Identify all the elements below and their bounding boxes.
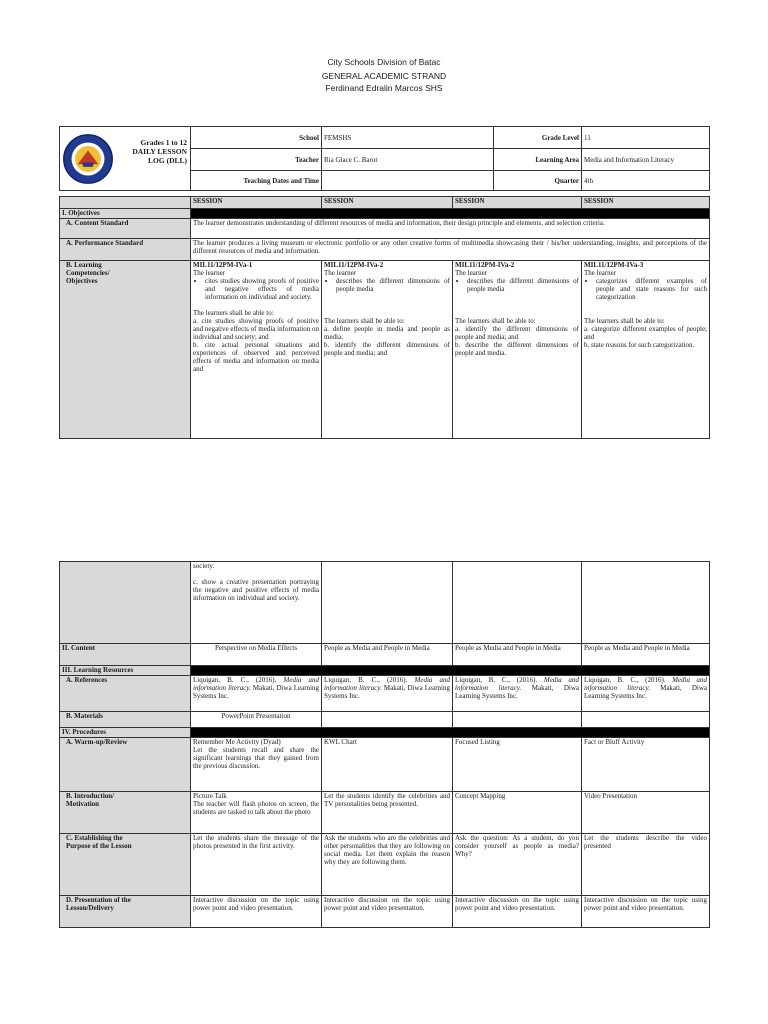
warmup-label: A. Warm-up/Review [60, 738, 191, 792]
references-label: A. References [60, 676, 191, 712]
continuation-empty-4 [582, 562, 710, 644]
competency-bullet: • categorizes different examples of people and state reasons for such categorization [596, 277, 707, 301]
quarter-label: Quarter [494, 171, 582, 191]
objectives-table [59, 196, 710, 439]
introduction-label: B. Introduction/ Motivation [60, 792, 191, 834]
header-strand: GENERAL ACADEMIC STRAND [321, 71, 447, 81]
presentation-cell: Interactive discussion on the topic using power point and video presentation. [191, 896, 322, 928]
session-header-blank [60, 197, 191, 209]
dll-title: Grades 1 to 12 DAILY LESSON LOG (DLL) [132, 138, 187, 165]
materials-value: PowerPoint Presentation [191, 712, 322, 728]
content-standard-text: The learner demonstrates understanding of different resources of media and information, their design principle and elements, and selection criteria. [191, 219, 710, 239]
section-bar [191, 666, 710, 676]
purpose-cell: Let the students describe the video presented [582, 834, 710, 896]
competency-cell-1 [191, 261, 322, 439]
competency-bullet: • cites studies showing proofs of positive and negative effects of media information on individual and society. [205, 277, 319, 301]
reference-author: Liquigan, B. C., (2016). [324, 676, 415, 684]
teaching-dates-value [322, 171, 494, 191]
competency-intro: The learner [324, 269, 357, 277]
learners-intro: The learners shall be able to: [193, 309, 274, 317]
competency-bullet: • describes the different dimensions of people media [336, 277, 450, 293]
continuation-label [60, 562, 191, 644]
competency-cell-4 [582, 261, 710, 439]
resources-heading: III. Learning Resources [60, 666, 191, 676]
materials-empty-3 [453, 712, 582, 728]
dll-table-page1 [59, 126, 710, 191]
purpose-label: C. Establishing the Purpose of the Lesson [60, 834, 191, 896]
purpose-cell: Ask the students who are the celebrities and other personalities that they are following on social media. Let them explain the reason why they are following them. [322, 834, 453, 896]
reference-title: Media and information literacy. [324, 676, 450, 692]
section-bar [191, 728, 710, 738]
introduction-cell: Video Presentation [582, 792, 710, 834]
materials-label: B. Materials [60, 712, 191, 728]
content-standard-label: A. Content Standard [60, 219, 191, 239]
warmup-cell: Remember Me Activity (Dyad) Let the students recall and share the significant learnings that they gained from the previous discussion. [191, 738, 322, 792]
competency-code: MIL11/12PM-IVa-1 [193, 261, 253, 269]
session-header-4: SESSION [582, 197, 710, 209]
reference-title: Media and information literacy. [584, 676, 707, 692]
school-label: School [191, 127, 322, 149]
reference-author: Liquigan, B. C., (2016). [584, 676, 673, 684]
introduction-cell: Picture Talk The teacher will flash photos on screen, the students are tasked to talk about the photo [191, 792, 322, 834]
competency-intro: The learner [455, 269, 488, 277]
purpose-cell: Let the students share the message of the photos presented in the first activity. [191, 834, 322, 896]
competency-bullet: • describes the different dimensions of people media [467, 277, 579, 293]
competency-code: MIL11/12PM-IVa-3 [584, 261, 644, 269]
reference-cell [322, 676, 453, 712]
reference-title: Media and information literacy. [455, 676, 579, 692]
competencies-label: B. Learning Competencies/ Objectives [60, 261, 191, 439]
teacher-value: Ria Glace C. Barot [322, 149, 494, 171]
learning-area-value: Media and Information Literacy [582, 149, 710, 171]
competency-objectives: a. identify the different dimensions of people and media; and b. describe the different dimensions of people and media. [455, 325, 579, 357]
competency-cell-2 [322, 261, 453, 439]
competency-code: MIL11/12PM-IVa-2 [455, 261, 515, 269]
reference-cell [582, 676, 710, 712]
header-school: Ferdinand Edralin Marcos SHS [325, 83, 443, 93]
reference-author: Liquigan, B. C., (2016). [193, 676, 284, 684]
competency-objectives: a. cite studies showing proofs of positive and negative effects of media information on individual and society; and b. cite actual personal situations and experiences of observed and perceived effects of media and information on media and [193, 317, 319, 373]
teaching-dates-label: Teaching Dates and Time [191, 171, 322, 191]
performance-standard-label: A. Performance Standard [60, 239, 191, 261]
content-value: People as Media and People in Media [453, 644, 582, 666]
content-heading: II. Content [60, 644, 191, 666]
content-value: People as Media and People in Media [582, 644, 710, 666]
reference-author: Liquigan, B. C., (2016). [455, 676, 544, 684]
session-header-1: SESSION [191, 197, 322, 209]
introduction-cell: Let the students identify the celebrities and TV personalities being presented. [322, 792, 453, 834]
reference-cell [191, 676, 322, 712]
reference-publisher: Makati, Diwa Learning Systems Inc. [193, 684, 319, 700]
session-header-2: SESSION [322, 197, 453, 209]
presentation-cell: Interactive discussion on the topic using power point and video presentation. [453, 896, 582, 928]
reference-cell [453, 676, 582, 712]
purpose-cell: Ask the question: As a student, do you consider yourself as people as media? Why? [453, 834, 582, 896]
introduction-cell: Concept Mapping [453, 792, 582, 834]
reference-publisher: Makati, Diwa Learning Systems Inc. [324, 684, 450, 700]
procedures-heading: IV. Procedures [60, 728, 191, 738]
content-value: People as Media and People in Media [322, 644, 453, 666]
warmup-cell: KWL Chart [322, 738, 453, 792]
performance-standard-text: The learner produces a living museum or electronic portfolio or any other creative forms of multimedia showcasing their / his/her understanding, insights, and perceptions of the different resources of media and information. [191, 239, 710, 261]
competency-objectives: a. categorize different examples of people; and b. state reasons for such categorization. [584, 325, 707, 349]
reference-publisher: Makati, Diwa Learning Systems Inc. [455, 684, 579, 700]
competency-code: MIL11/12PM-IVa-2 [324, 261, 384, 269]
continuation-empty-3 [453, 562, 582, 644]
presentation-label: D. Presentation of the Lesson/Delivery [60, 896, 191, 928]
grade-level-label: Grade Level [494, 127, 582, 149]
learners-intro: The learners shall be able to: [324, 317, 405, 325]
learners-intro: The learners shall be able to: [584, 317, 665, 325]
header-division: City Schools Division of Batac [327, 57, 441, 67]
teacher-label: Teacher [191, 149, 322, 171]
materials-empty-2 [322, 712, 453, 728]
school-value: FEMSHS [322, 127, 494, 149]
competency-objectives: a. define people in media and people as media; b. identify the different dimensions of people and media; and [324, 325, 450, 357]
continuation-empty-2 [322, 562, 453, 644]
presentation-cell: Interactive discussion on the topic using power point and video presentation. [582, 896, 710, 928]
competency-continuation: society. c. show a creative presentation portraying the negative and positive effects of media information on individual and society. [191, 562, 322, 644]
dll-title-cell [60, 127, 191, 191]
materials-empty-4 [582, 712, 710, 728]
reference-publisher: Makati, Diwa Learning Systems Inc. [584, 684, 707, 700]
learning-area-label: Learning Area [494, 149, 582, 171]
presentation-cell: Interactive discussion on the topic using power point and video presentation. [322, 896, 453, 928]
quarter-value: 4th [582, 171, 710, 191]
content-value: Perspective on Media Effects [191, 644, 322, 666]
section-bar [191, 209, 710, 219]
reference-title: Media and information literacy. [193, 676, 319, 692]
competency-intro: The learner [584, 269, 617, 277]
learners-intro: The learners shall be able to: [455, 317, 536, 325]
deped-seal-icon [62, 133, 114, 185]
dll-table-page2 [59, 561, 710, 928]
warmup-cell: Focused Listing [453, 738, 582, 792]
objectives-heading: I. Objectives [60, 209, 191, 219]
session-header-3: SESSION [453, 197, 582, 209]
grade-level-value: 11 [582, 127, 710, 149]
competency-intro: The learner [193, 269, 226, 277]
competency-cell-3 [453, 261, 582, 439]
warmup-cell: Fact or Bluff Activity [582, 738, 710, 792]
